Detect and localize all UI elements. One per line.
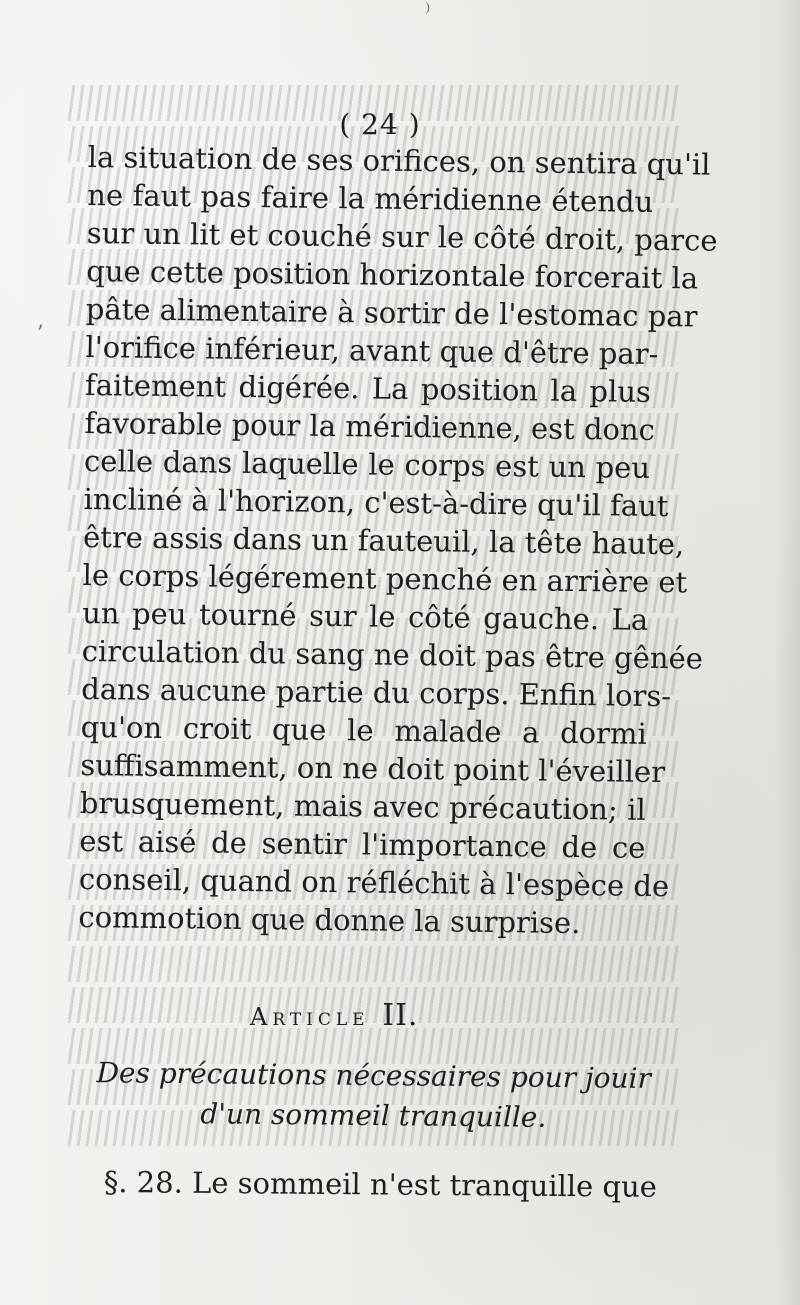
text-line: dans aucune partie du corps. Enfin lors- xyxy=(81,671,672,714)
paragraph-start: §. 28. Le sommeil n'est tranquille que xyxy=(103,1164,658,1204)
text-line: sur un lit et couché sur le côté droit, parce xyxy=(86,215,718,258)
text-line: la situation de ses orifices, on sentira qu'il xyxy=(87,139,711,182)
subtitle-line: d'un sommeil tranquille. xyxy=(200,1097,547,1134)
text-line: le corps légérement penché en arrière et xyxy=(82,557,688,600)
text-line: circulation du sang ne doit pas être gênée xyxy=(81,633,704,676)
text-line: brusquement, mais avec précaution; il xyxy=(79,785,647,827)
section-subtitle xyxy=(83,1053,664,1139)
text-line: qu'on croit que le malade a dormi xyxy=(80,709,647,751)
body-text xyxy=(78,138,718,943)
text-line: un peu tourné sur le côté gauche. La xyxy=(81,595,649,637)
section-heading-numeral: II. xyxy=(382,998,419,1033)
section-heading-label: Article xyxy=(250,1003,370,1031)
text-line: conseil, quand on réfléchit à l'espèce de xyxy=(78,861,670,904)
stray-ink-mark: ʼ xyxy=(36,322,43,347)
text-line: suffisamment, on ne doit point l'éveiller xyxy=(80,747,666,790)
text-line: que cette position horizontale forcerait la xyxy=(86,253,699,296)
text-line: pâte alimentaire à sortir de l'estomac par xyxy=(85,291,698,334)
text-line: ne faut pas faire la méridienne étendu xyxy=(87,177,654,219)
section-heading xyxy=(250,998,490,1033)
text-line: faitement digérée. La position la plus xyxy=(84,367,652,409)
page-edge-shadow xyxy=(774,0,800,1305)
text-line: est aisé de sentir l'importance de ce xyxy=(79,823,646,865)
text-line: l'orifice inférieur, avant que d'être par- xyxy=(85,329,659,371)
subtitle-line: Des précautions nécessaires pour jouir xyxy=(96,1056,652,1095)
text-line: favorable pour la méridienne, est donc xyxy=(84,405,656,447)
text-line: commotion que donne la surprise. xyxy=(78,899,581,941)
text-line: incliné à l'horizon, c'est-à-dire qu'il faut xyxy=(83,481,669,524)
text-line: être assis dans un fauteuil, la tête haute, xyxy=(82,519,685,562)
text-line: celle dans laquelle le corps est un peu xyxy=(83,443,651,485)
page-number: ( 24 ) xyxy=(339,108,421,141)
stray-ink-mark: ⁾ xyxy=(425,0,431,25)
